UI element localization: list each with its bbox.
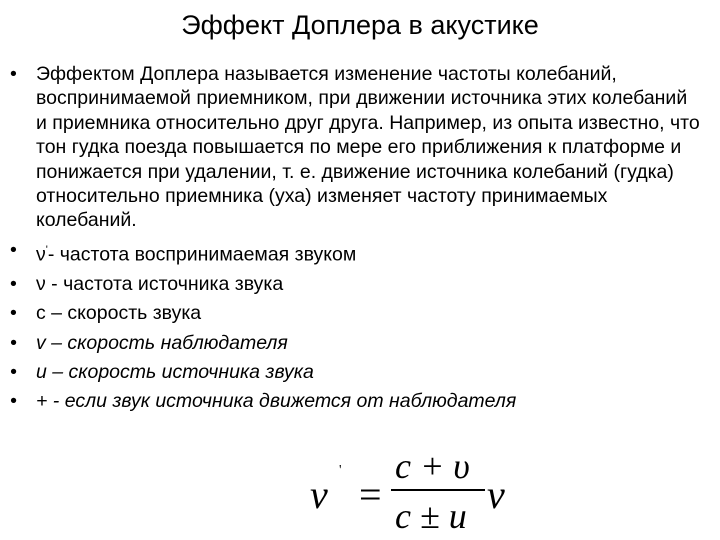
bullet-perceived-frequency: • ν'- частота воспринимаемая звуком xyxy=(10,238,700,267)
bullet-definition: • Эффектом Доплера называется изменение частоты колебаний, воспринимаемой приемником, при движении источника этих колебаний и приемника относительно друг друга. Например, из опыта известно, что тон гудка поезда повышается по мере его приближения к платформе и понижается при удалении, т. е. движение источника колебаний (гудка) относительно приемника (уха) изменяет частоту принимаемых колебаний. xyxy=(10,62,700,233)
nu-symbol: ν xyxy=(36,243,46,266)
formula-equals: = xyxy=(359,472,382,517)
formula-denominator: c ± u xyxy=(395,496,467,536)
bullet-observer-speed: • v – скорость наблюдателя xyxy=(10,331,700,355)
prime-mark: ' xyxy=(45,243,48,256)
bullet-sign-rule: • + - если звук источника движется от наблюдателя xyxy=(10,389,700,413)
formula-prime: ' xyxy=(339,463,342,478)
bullet-source-speed: • u – скорость источника звука xyxy=(10,360,700,384)
bullet-list xyxy=(10,62,700,419)
formula-numerator: c + υ xyxy=(395,446,470,486)
doppler-formula xyxy=(305,445,525,537)
slide-title: Эффект Доплера в акустике xyxy=(181,10,539,40)
bullet-sound-speed: • c – скорость звука xyxy=(10,301,700,325)
formula-rhs: ν xyxy=(487,472,505,517)
formula-lhs: ν xyxy=(310,472,328,517)
fraction-bar xyxy=(391,489,485,491)
bullet-source-frequency: • ν - частота источника звука xyxy=(10,272,700,296)
